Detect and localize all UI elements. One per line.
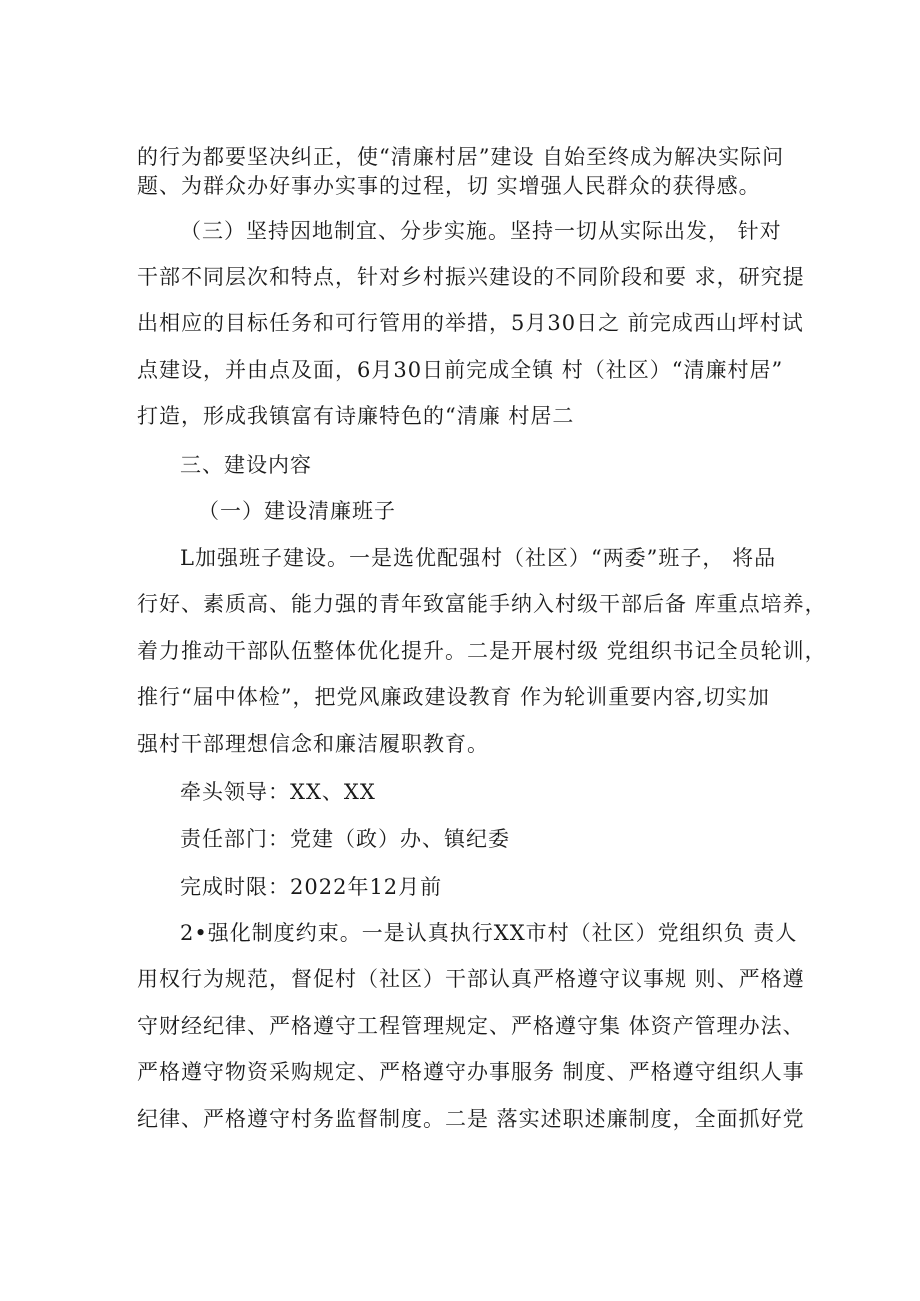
text-line: 的行为都要坚决纠正，使“清廉村居”建设 自始至终成为解决实际问 — [137, 145, 785, 169]
text-line: 出相应的目标任务和可行管用的举措，5月30日之 前完成西山坪村试 — [137, 311, 804, 335]
text-line: （三）坚持因地制宜、分步实施。坚持一切从实际出发， 针对 — [180, 219, 782, 243]
text-line: 点建设，并由点及面，6月30日前完成全镇 村（社区）“清廉村居” — [137, 358, 784, 382]
text-line: 用权行为规范，督促村（社区）干部认真严格遵守议事规 则、严格遵 — [137, 967, 805, 991]
text-line: 推行“届中体检”，把党风廉政建设教育 作为轮训重要内容,切实加 — [137, 685, 770, 709]
text-line: 干部不同层次和特点，针对乡村振兴建设的不同阶段和要 求，研究提 — [137, 265, 805, 289]
text-line: 打造，形成我镇富有诗廉特色的“清廉 村居二 — [137, 404, 575, 428]
section-heading: 三、建设内容 — [180, 453, 312, 477]
text-line: 题、为群众办好事办实事的过程，切 实增强人民群众的获得感。 — [137, 174, 761, 198]
text-line: 严格遵守物资采购规定、严格遵守办事服务 制度、严格遵守组织人事 — [137, 1060, 805, 1084]
responsible-department-line: 责任部门：党建（政）办、镇纪委 — [180, 827, 510, 851]
text-line: 强村干部理想信念和廉洁履职教育。 — [137, 732, 489, 756]
text-line: 2•强化制度约束。一是认真执行XX市村（社区）党组织负 责人 — [180, 921, 798, 945]
text-line: L加强班子建设。一是选优配强村（社区）“两委”班子， 将品 — [180, 546, 777, 570]
subsection-heading: （一）建设清廉班子 — [198, 499, 396, 523]
text-line: 守财经纪律、严格遵守工程管理规定、严格遵守集 体资产管理办法、 — [137, 1014, 805, 1038]
text-line: 行好、素质高、能力强的青年致富能手纳入村级干部后备 库重点培养， — [137, 592, 827, 616]
text-line: 着力推动干部队伍整体优化提升。二是开展村级 党组织书记全员轮训， — [137, 639, 827, 663]
deadline-line: 完成时限：2022年12月前 — [180, 875, 443, 899]
lead-leader-line: 牵头领导：XX、XX — [180, 780, 376, 804]
text-line: 纪律、严格遵守村务监督制度。二是 落实述职述廉制度，全面抓好党 — [137, 1107, 805, 1131]
